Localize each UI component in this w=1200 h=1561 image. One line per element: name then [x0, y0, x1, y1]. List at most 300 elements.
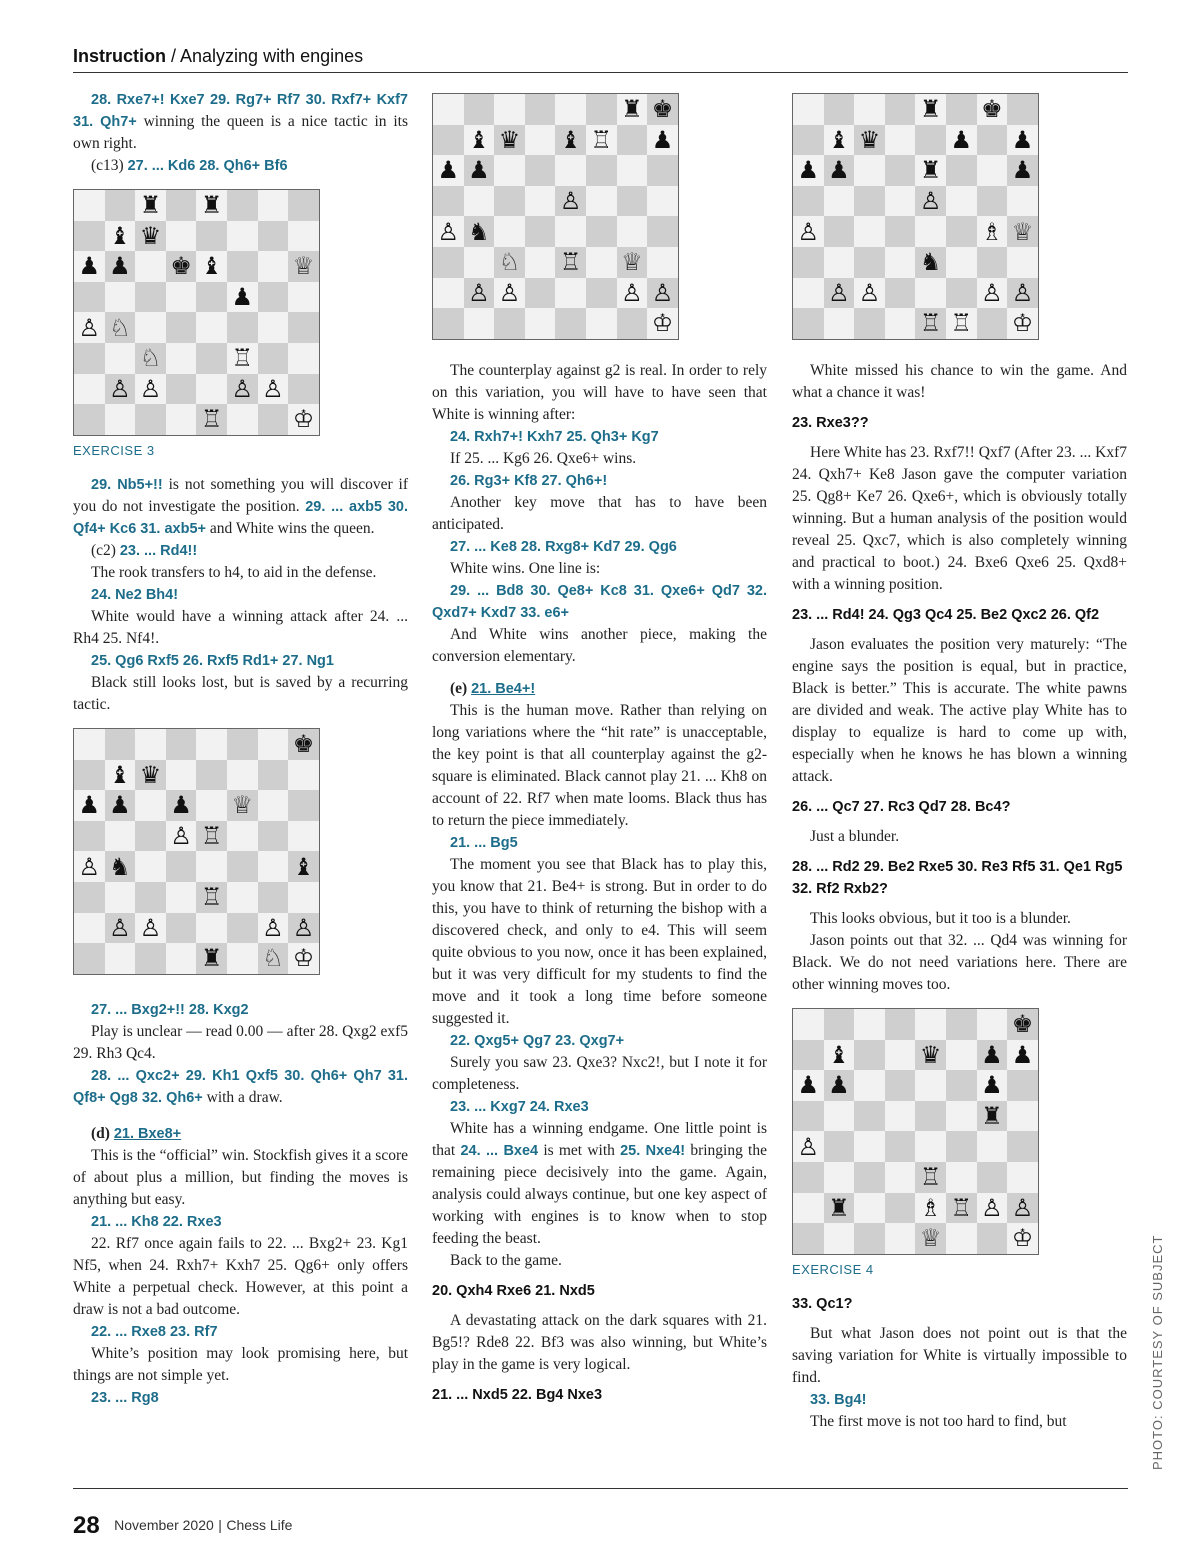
move-line: 22. Qxg5+ Qg7 23. Qxg7+ [450, 1033, 625, 1049]
board-square [227, 221, 258, 252]
paragraph: White missed his chance to win the game. And what a chance it was! [792, 362, 1127, 401]
white-pawn-icon: ♙ [464, 278, 495, 309]
board-square [135, 282, 166, 313]
board-square [885, 1193, 916, 1224]
board-square [946, 1070, 977, 1101]
board-square [525, 247, 556, 278]
white-pawn-icon: ♙ [793, 216, 824, 247]
white-knight-icon: ♘ [494, 247, 525, 278]
board-square [915, 1009, 946, 1040]
board-square [555, 155, 586, 186]
black-bishop-icon: ♝ [824, 1040, 855, 1071]
board-square [258, 851, 289, 882]
board-square [105, 404, 136, 435]
black-knight-icon: ♞ [105, 851, 136, 882]
paragraph: And White wins another piece, making the conversion elementary. [432, 626, 767, 665]
move-text: 25. Nxe4! [620, 1143, 686, 1159]
body-text: winning the queen is a nice tactic in its own right. [73, 113, 408, 152]
board-square [433, 247, 464, 278]
black-pawn-icon: ♟ [74, 251, 105, 282]
board-square [135, 790, 166, 821]
board-square [227, 312, 258, 343]
paragraph [73, 540, 408, 562]
board-square [227, 760, 258, 791]
white-pawn-icon: ♙ [74, 312, 105, 343]
issue-date: November 2020 [114, 1517, 214, 1533]
board-square [793, 1193, 824, 1224]
board-square [824, 1009, 855, 1040]
move-line: 24. Rxh7+! Kxh7 25. Qh3+ Kg7 [450, 429, 659, 445]
black-pawn-icon: ♟ [793, 155, 824, 186]
body-text: and White wins the queen. [206, 520, 375, 537]
black-queen-icon: ♛ [494, 125, 525, 156]
board-square [135, 404, 166, 435]
black-pawn-icon: ♟ [166, 790, 197, 821]
board-square [288, 760, 319, 791]
black-pawn-icon: ♟ [105, 790, 136, 821]
board-square [258, 404, 289, 435]
board-square [74, 729, 105, 760]
board-square [288, 821, 319, 852]
board-square [105, 729, 136, 760]
move-text: 29. Nb5+!! [91, 477, 163, 493]
board-square [885, 247, 916, 278]
board-square [227, 821, 258, 852]
board-square [977, 186, 1008, 217]
black-knight-icon: ♞ [915, 247, 946, 278]
board-square [1007, 247, 1038, 278]
board-square [135, 821, 166, 852]
game-move-heading: 23. ... Rd4! 24. Qg3 Qc4 25. Be2 Qxc2 26. Qf2 [792, 607, 1100, 623]
chess-diagram-game-position [792, 93, 1039, 340]
board-square [854, 1009, 885, 1040]
paragraph: If 25. ... Kg6 26. Qxe6+ wins. [450, 450, 637, 467]
board-square [227, 190, 258, 221]
section-d-heading [73, 1123, 408, 1145]
board-square [647, 155, 678, 186]
board-square [494, 155, 525, 186]
photo-credit: PHOTO: COURTESY OF SUBJECT [1150, 1234, 1165, 1470]
black-pawn-icon: ♟ [1007, 1040, 1038, 1071]
board-square [166, 760, 197, 791]
paragraph: The moment you see that Black has to play this, you know that 21. Be4+ is strong. But in order to do this, you have to think of returning the bishop with a discovered check, and only to e4. This will seem quite obvious to you now, once it has been explained, but it was very difficult for my students to find the move and it took a long time before someone suggested it. [432, 856, 767, 1027]
move-text: 23. ... Rd4!! [119, 543, 198, 559]
board-square [464, 94, 495, 125]
board-square [617, 216, 648, 247]
paragraph: Back to the game. [450, 1252, 562, 1269]
paragraph: Another key move that has to have been anticipated. [432, 494, 767, 533]
exercise-3-caption: EXERCISE 3 [73, 443, 155, 458]
board-square [885, 1070, 916, 1101]
board-square [74, 404, 105, 435]
board-square [885, 155, 916, 186]
board-square [586, 216, 617, 247]
board-square [854, 1070, 885, 1101]
move-line: 23. ... Rg8 [91, 1390, 159, 1406]
board-square [793, 186, 824, 217]
board-square [946, 247, 977, 278]
board-square [464, 186, 495, 217]
white-bishop-icon: ♗ [915, 1193, 946, 1224]
black-bishop-icon: ♝ [196, 251, 227, 282]
chess-diagram-position-1 [432, 93, 679, 340]
board-square [258, 251, 289, 282]
board-square [793, 1223, 824, 1254]
paragraph: The first move is not too hard to find, but [810, 1413, 1067, 1430]
black-rook-icon: ♜ [915, 155, 946, 186]
white-rook-icon: ♖ [586, 125, 617, 156]
board-square [586, 278, 617, 309]
black-queen-icon: ♛ [135, 221, 166, 252]
board-square [946, 278, 977, 309]
board-square [1007, 1070, 1038, 1101]
paragraph [73, 474, 408, 540]
board-square [196, 312, 227, 343]
board-square [74, 943, 105, 974]
black-rook-icon: ♜ [824, 1193, 855, 1224]
board-square [854, 155, 885, 186]
header-separator: / [166, 46, 181, 66]
board-square [885, 125, 916, 156]
board-square [793, 94, 824, 125]
paragraph [73, 89, 408, 155]
board-square [946, 1101, 977, 1132]
board-square [793, 125, 824, 156]
board-square [196, 282, 227, 313]
board-square [288, 343, 319, 374]
board-square [946, 1162, 977, 1193]
board-square [977, 1009, 1008, 1040]
white-pawn-icon: ♙ [433, 216, 464, 247]
black-knight-icon: ♞ [464, 216, 495, 247]
board-square [915, 125, 946, 156]
white-bishop-icon: ♗ [977, 216, 1008, 247]
body-text: is not something you will discover if you do not investigate the position. [73, 476, 408, 515]
white-rook-icon: ♖ [946, 1193, 977, 1224]
move-line: 27. ... Bxg2+!! 28. Kxg2 [91, 1002, 249, 1018]
board-square [885, 94, 916, 125]
board-square [196, 851, 227, 882]
move-line: 24. Ne2 Bh4! [91, 587, 179, 603]
white-pawn-icon: ♙ [494, 278, 525, 309]
black-pawn-icon: ♟ [824, 1070, 855, 1101]
white-king-icon: ♔ [647, 308, 678, 339]
paragraph [432, 1118, 767, 1250]
white-pawn-icon: ♙ [105, 913, 136, 944]
board-square [74, 374, 105, 405]
footer-separator: | [218, 1517, 222, 1533]
board-square [135, 251, 166, 282]
board-square [793, 1009, 824, 1040]
board-square [166, 374, 197, 405]
move-text: 21. Be4+! [471, 681, 536, 697]
board-square [288, 882, 319, 913]
move-text: 21. Bxe8+ [113, 1126, 182, 1142]
black-king-icon: ♚ [166, 251, 197, 282]
black-pawn-icon: ♟ [1007, 125, 1038, 156]
white-pawn-icon: ♙ [135, 374, 166, 405]
board-square [915, 1070, 946, 1101]
column-2 [432, 89, 767, 1414]
board-square [946, 155, 977, 186]
white-queen-icon: ♕ [915, 1223, 946, 1254]
page-footer [73, 1512, 292, 1542]
board-square [977, 247, 1008, 278]
board-square [494, 308, 525, 339]
body-text: is met with [538, 1142, 621, 1159]
board-square [977, 308, 1008, 339]
line-label: (c2) [91, 542, 120, 559]
board-square [793, 278, 824, 309]
black-bishop-icon: ♝ [464, 125, 495, 156]
white-pawn-icon: ♙ [1007, 278, 1038, 309]
black-pawn-icon: ♟ [793, 1070, 824, 1101]
board-square [464, 247, 495, 278]
board-square [977, 155, 1008, 186]
board-square [824, 1162, 855, 1193]
board-square [196, 760, 227, 791]
board-square [977, 1131, 1008, 1162]
move-line: 22. ... Rxe8 23. Rf7 [91, 1324, 218, 1340]
board-square [854, 1040, 885, 1071]
board-square [1007, 186, 1038, 217]
board-square [525, 308, 556, 339]
board-square [105, 282, 136, 313]
black-king-icon: ♚ [1007, 1009, 1038, 1040]
board-square [135, 882, 166, 913]
black-king-icon: ♚ [977, 94, 1008, 125]
board-square [525, 155, 556, 186]
white-pawn-icon: ♙ [166, 821, 197, 852]
board-square [977, 125, 1008, 156]
board-square [258, 790, 289, 821]
paragraph: Surely you saw 23. Qxe3? Nxc2!, but I note it for completeness. [432, 1054, 767, 1093]
board-square [946, 1040, 977, 1071]
board-square [854, 308, 885, 339]
board-square [1007, 1131, 1038, 1162]
board-square [166, 404, 197, 435]
black-pawn-icon: ♟ [977, 1040, 1008, 1071]
black-rook-icon: ♜ [135, 190, 166, 221]
board-square [74, 760, 105, 791]
board-square [946, 186, 977, 217]
white-rook-icon: ♖ [227, 343, 258, 374]
board-square [227, 851, 258, 882]
board-square [854, 1223, 885, 1254]
move-text: 24. ... Bxe4 [460, 1143, 539, 1159]
board-square [196, 343, 227, 374]
paragraph: White wins. One line is: [450, 560, 601, 577]
board-square [915, 1131, 946, 1162]
board-square [227, 943, 258, 974]
paragraph: The rook transfers to h4, to aid in the defense. [91, 564, 377, 581]
magazine-name: Chess Life [226, 1517, 293, 1533]
white-rook-icon: ♖ [196, 882, 227, 913]
footer-rule [73, 1488, 1128, 1489]
black-pawn-icon: ♟ [227, 282, 258, 313]
board-square [824, 1131, 855, 1162]
paragraph: This is the human move. Rather than relying on long variations where the “hit rate” is unacceptable, the key point is that all counterplay against the g2-square is eliminated. Black cannot play 21. ... Kh8 on account of 22. Rf7 when mate looms. Black thus has to return the piece immediately. [432, 702, 767, 829]
board-square [854, 247, 885, 278]
board-square [258, 312, 289, 343]
paragraph: A devastating attack on the dark squares with 21. Bg5!? Rde8 22. Bf3 was also winning, but White’s play in the game is very logical. [432, 1312, 767, 1373]
game-move-heading: 20. Qxh4 Rxe6 21. Nxd5 [432, 1283, 595, 1299]
white-rook-icon: ♖ [196, 821, 227, 852]
board-square [227, 729, 258, 760]
white-queen-icon: ♕ [288, 251, 319, 282]
black-queen-icon: ♛ [915, 1040, 946, 1071]
black-pawn-icon: ♟ [464, 155, 495, 186]
board-square [885, 1162, 916, 1193]
exercise-4-caption: EXERCISE 4 [792, 1262, 874, 1277]
board-square [793, 308, 824, 339]
black-bishop-icon: ♝ [105, 760, 136, 791]
board-square [885, 216, 916, 247]
white-king-icon: ♔ [1007, 1223, 1038, 1254]
move-line: 21. ... Bg5 [450, 835, 518, 851]
black-pawn-icon: ♟ [1007, 155, 1038, 186]
board-square [166, 282, 197, 313]
game-move-heading: 23. Rxe3?? [792, 415, 869, 431]
body-text: White has a winning endgame. One little point is that [432, 1120, 767, 1159]
board-square [885, 1223, 916, 1254]
board-square [258, 221, 289, 252]
board-square [824, 1223, 855, 1254]
paragraph: This is the “official” win. Stockfish gives it a score of about plus a million, but finding the moves is anything but easy. [73, 1147, 408, 1208]
board-square [433, 278, 464, 309]
board-square [586, 155, 617, 186]
board-square [74, 913, 105, 944]
move-line: 25. Qg6 Rxf5 26. Rxf5 Rd1+ 27. Ng1 [91, 653, 334, 669]
board-square [647, 216, 678, 247]
board-square [288, 282, 319, 313]
black-bishop-icon: ♝ [824, 125, 855, 156]
board-square [586, 94, 617, 125]
game-move-heading: 33. Qc1? [792, 1296, 853, 1312]
paragraph: But what Jason does not point out is that the saving variation for White is virtually impossible to find. [792, 1325, 1127, 1386]
white-pawn-icon: ♙ [288, 913, 319, 944]
white-queen-icon: ♕ [227, 790, 258, 821]
white-pawn-icon: ♙ [105, 374, 136, 405]
column-3 [792, 89, 1127, 1433]
white-pawn-icon: ♙ [793, 1131, 824, 1162]
black-pawn-icon: ♟ [977, 1070, 1008, 1101]
board-square [946, 216, 977, 247]
board-square [824, 308, 855, 339]
board-square [854, 1162, 885, 1193]
board-square [166, 343, 197, 374]
white-pawn-icon: ♙ [74, 851, 105, 882]
white-pawn-icon: ♙ [1007, 1193, 1038, 1224]
board-square [885, 1009, 916, 1040]
board-square [105, 190, 136, 221]
black-bishop-icon: ♝ [105, 221, 136, 252]
board-square [617, 155, 648, 186]
white-rook-icon: ♖ [555, 247, 586, 278]
black-pawn-icon: ♟ [433, 155, 464, 186]
board-square [854, 186, 885, 217]
board-square [915, 216, 946, 247]
line-label: (d) [91, 1125, 114, 1142]
white-pawn-icon: ♙ [647, 278, 678, 309]
board-square [946, 1223, 977, 1254]
column-1 [73, 89, 408, 1409]
board-square [617, 308, 648, 339]
black-bishop-icon: ♝ [288, 851, 319, 882]
paragraph: Play is unclear — read 0.00 — after 28. Qxg2 exf5 29. Rh3 Qc4. [73, 1023, 408, 1062]
chess-diagram-position-2 [73, 728, 320, 975]
board-square [946, 94, 977, 125]
move-line: 27. ... Ke8 28. Rxg8+ Kd7 29. Qg6 [450, 539, 677, 555]
white-queen-icon: ♕ [617, 247, 648, 278]
board-square [824, 94, 855, 125]
move-line: 21. ... Kh8 22. Rxe3 [91, 1214, 222, 1230]
board-square [105, 943, 136, 974]
board-square [854, 94, 885, 125]
board-square [793, 1101, 824, 1132]
paragraph: The counterplay against g2 is real. In order to rely on this variation, you will have to have seen that White is winning after: [432, 362, 767, 423]
board-square [1007, 94, 1038, 125]
board-square [433, 186, 464, 217]
board-square [824, 186, 855, 217]
running-header [73, 46, 1128, 72]
board-square [494, 94, 525, 125]
board-square [135, 729, 166, 760]
header-rule [73, 72, 1128, 73]
board-square [525, 278, 556, 309]
white-rook-icon: ♖ [915, 308, 946, 339]
move-line: 26. Rg3+ Kf8 27. Qh6+! [450, 473, 608, 489]
board-square [525, 94, 556, 125]
board-square [258, 282, 289, 313]
board-square [258, 821, 289, 852]
board-square [885, 1101, 916, 1132]
board-square [1007, 1101, 1038, 1132]
board-square [166, 913, 197, 944]
chess-diagram-exercise-4 [792, 1008, 1039, 1255]
black-pawn-icon: ♟ [105, 251, 136, 282]
board-square [885, 278, 916, 309]
white-rook-icon: ♖ [196, 404, 227, 435]
board-square [74, 343, 105, 374]
white-knight-icon: ♘ [135, 343, 166, 374]
board-square [433, 94, 464, 125]
board-square [135, 312, 166, 343]
move-text: 29. ... axb5 30. Qf4+ Kc6 31. axb5+ [73, 499, 408, 537]
board-square [617, 125, 648, 156]
white-king-icon: ♔ [1007, 308, 1038, 339]
black-pawn-icon: ♟ [946, 125, 977, 156]
board-square [586, 308, 617, 339]
white-pawn-icon: ♙ [227, 374, 258, 405]
game-move-heading: 21. ... Nxd5 22. Bg4 Nxe3 [432, 1387, 603, 1403]
board-square [433, 308, 464, 339]
board-square [288, 312, 319, 343]
white-pawn-icon: ♙ [977, 278, 1008, 309]
white-rook-icon: ♖ [946, 308, 977, 339]
white-pawn-icon: ♙ [915, 186, 946, 217]
board-square [494, 216, 525, 247]
black-king-icon: ♚ [288, 729, 319, 760]
board-square [854, 1193, 885, 1224]
board-square [258, 729, 289, 760]
move-line: 33. Bg4! [810, 1392, 867, 1408]
paragraph: Here White has 23. Rxf7!! Qxf7 (After 23. ... Kxf7 24. Qxh7+ Ke8 Jason gave the computer variation 25. Qg8+ Ke7 26. Qxe6+, which is obviously totally winning. But a human analysis of the position would reveal 25. Qxc7, which is also completely winning and practical to boot.) 24. Bxe6 Qxe6 25. Qxd8+ with a winning position. [792, 444, 1127, 593]
board-square [74, 882, 105, 913]
section-label: Instruction [73, 46, 166, 66]
paragraph: White’s position may look promising here, but things are not simple yet. [73, 1345, 408, 1384]
black-rook-icon: ♜ [977, 1101, 1008, 1132]
